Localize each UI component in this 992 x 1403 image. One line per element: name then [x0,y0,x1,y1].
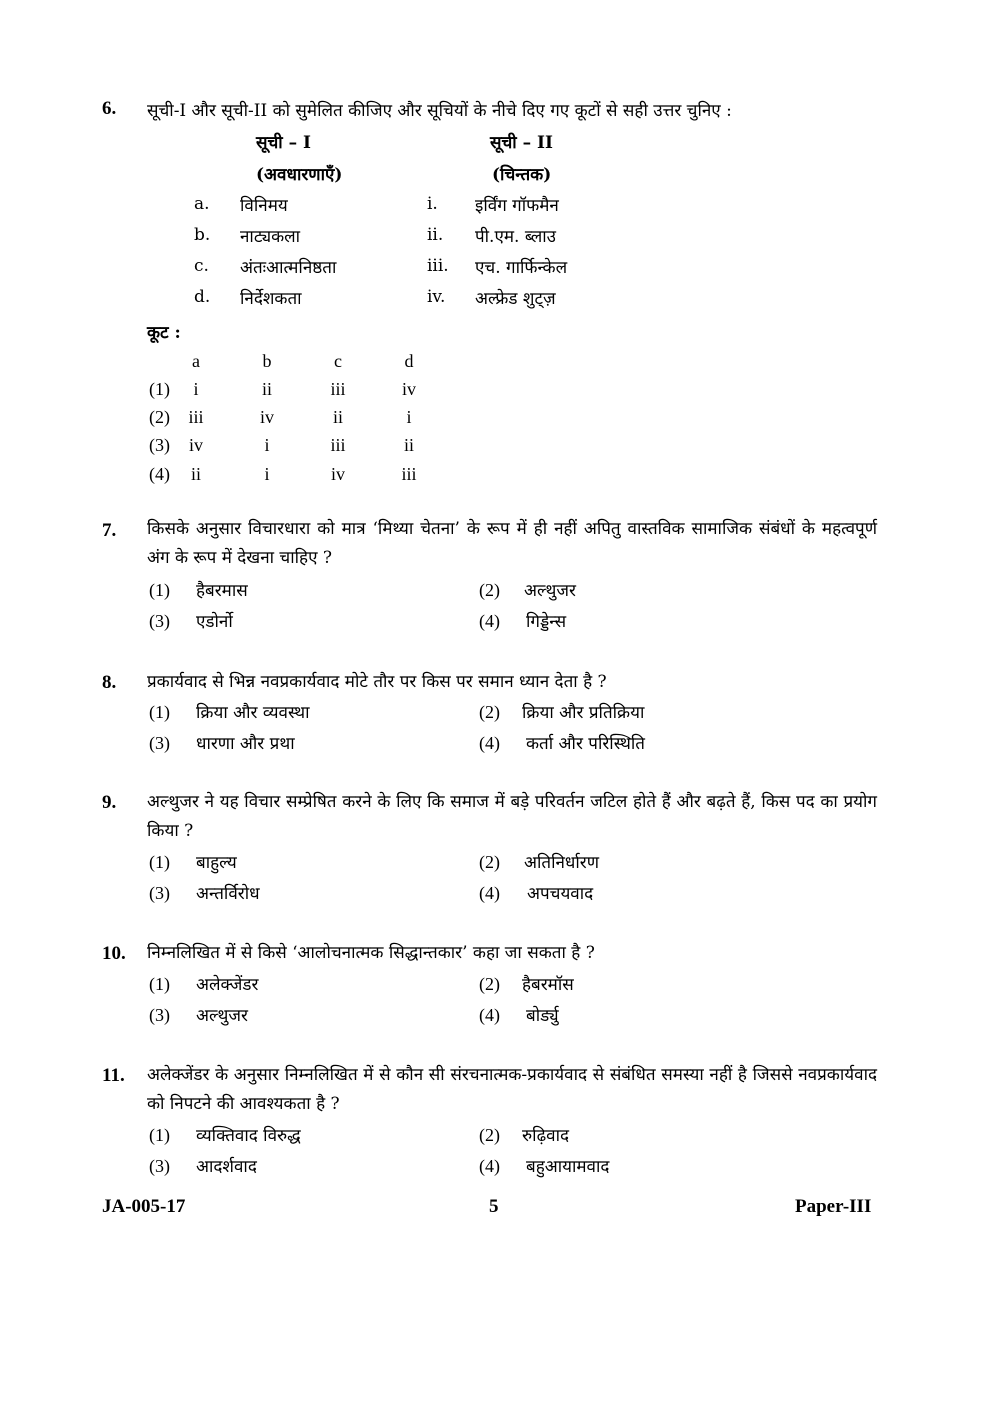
exam-code: JA-005-17 [102,1196,186,1217]
code-header: b [262,351,272,371]
code-cell: iii [330,435,346,455]
list2-item: अल्फ्रेड शुट्ज़ [475,289,556,309]
code-label: कूट : [147,323,181,343]
list1-title: सूची – I [256,133,311,153]
question-text: किसके अनुसार विचारधारा को मात्र ‘मिथ्या चेतना’ के रूप में ही नहीं अपितु वास्तविक सामाजिक संबंधों के महत्वपूर्ण अंग के रूप में देखना चाहिए ? [147,519,877,568]
option-text: गिड्डेन्स [526,612,567,632]
code-cell: ii [190,464,201,484]
code-cell: i [264,435,270,455]
list2-subtitle: (चिन्तक) [492,165,552,185]
option-text: धारणा और प्रथा [196,734,295,754]
code-cell: ii [403,435,414,455]
question-text: अलेक्जेंडर के अनुसार निम्नलिखित में से कौन सी संरचनात्मक-प्रकार्यवाद से संबंधित समस्या नहीं है जिससे नवप्रकार्यवाद को निपटने की आवश्यकता है ? [147,1065,877,1114]
option-text: बहुआयामवाद [526,1157,610,1177]
list1-letter: d. [194,287,211,307]
code-cell: i [264,464,270,484]
option-number: (4) [479,1156,500,1176]
question-text: सूची-I और सूची-II को सुमेलित कीजिए और सूचियों के नीचे दिए गए कूटों से सही उत्तर चुनिए : [147,101,732,121]
code-cell: i [406,407,412,427]
option-number: (2) [479,580,500,600]
list2-title: सूची – II [490,133,553,153]
option-number: (4) [479,611,500,631]
option-number: (4) [479,733,500,753]
option-text: रुढ़िवाद [522,1126,570,1146]
option-text: अपचयवाद [527,884,594,904]
question-number: 10. [102,943,126,964]
code-cell: iv [259,407,274,427]
code-header: c [334,351,342,371]
option-number: (4) [479,883,500,903]
code-header: a [192,351,200,371]
option-number: (2) [479,1125,500,1145]
option-number: (1) [149,852,170,872]
list1-item: नाट्यकला [240,227,301,247]
code-option-number: (4) [149,464,170,484]
list1-subtitle: (अवधारणाएँ) [256,165,343,185]
option-text: कर्ता और परिस्थिति [526,734,645,754]
option-number: (3) [149,1156,170,1176]
option-number: (3) [149,611,170,631]
list1-letter: b. [194,225,211,245]
option-text: एडोर्नो [196,612,233,632]
code-option-number: (2) [149,407,170,427]
list2-item: एच. गार्फिन्केल [475,258,568,278]
page-number: 5 [489,1196,499,1217]
list1-letter: c. [194,256,209,276]
question-number: 6. [102,98,117,119]
option-number: (1) [149,702,170,722]
list1-letter: a. [194,194,210,214]
option-text: अन्तर्विरोध [196,884,260,904]
code-cell: ii [332,407,343,427]
code-cell: iii [401,464,417,484]
option-text: आदर्शवाद [196,1157,257,1177]
list2-item: पी.एम. ब्लाउ [475,227,556,247]
option-text: क्रिया और प्रतिक्रिया [522,703,645,723]
list1-item: विनिमय [240,196,288,216]
question-text: अल्थुजर ने यह विचार सम्प्रेषित करने के लिए कि समाज में बड़े परिवर्तन जटिल होते हैं और बढ़ते हैं, किस पद का प्रयोग किया ? [147,792,877,841]
list1-item: अंतःआत्मनिष्ठता [240,258,337,278]
option-text: बाहुल्य [196,853,237,873]
option-number: (3) [149,733,170,753]
code-header: d [404,351,414,371]
code-cell: iii [188,407,204,427]
option-text: अल्थुजर [196,1006,248,1026]
list2-numeral: ii. [427,225,444,245]
option-text: व्यक्तिवाद विरुद्ध [196,1126,301,1146]
code-option-number: (1) [149,379,170,399]
code-cell: iv [330,464,345,484]
code-cell: iv [401,379,416,399]
list2-numeral: iii. [427,256,449,276]
question-number: 11. [102,1065,125,1086]
code-cell: iii [330,379,346,399]
option-text: हैबरमास [196,581,248,601]
list2-numeral: iv. [427,287,446,307]
option-number: (3) [149,883,170,903]
question-number: 9. [102,792,117,813]
code-cell: iv [188,435,203,455]
option-number: (2) [479,852,500,872]
code-cell: ii [261,379,272,399]
paper-label: Paper-III [795,1196,872,1217]
question-text: निम्नलिखित में से किसे ‘आलोचनात्मक सिद्धान्तकार’ कहा जा सकता है ? [147,943,595,963]
option-text: अल्थुजर [524,581,576,601]
option-text: अतिनिर्धारण [524,853,600,873]
option-number: (1) [149,580,170,600]
question-number: 7. [102,520,117,541]
code-option-number: (3) [149,435,170,455]
question-text: प्रकार्यवाद से भिन्न नवप्रकार्यवाद मोटे तौर पर किस पर समान ध्यान देता है ? [147,672,607,692]
option-text: क्रिया और व्यवस्था [196,703,310,723]
option-number: (1) [149,1125,170,1145]
option-text: बोर्ड्यु [526,1006,559,1026]
option-number: (2) [479,702,500,722]
option-number: (4) [479,1005,500,1025]
list1-item: निर्देशकता [240,289,302,309]
option-number: (1) [149,974,170,994]
list2-item: इर्विंग गॉफमैन [475,196,559,216]
option-text: अलेक्जेंडर [196,975,259,995]
option-number: (2) [479,974,500,994]
code-cell: i [193,379,199,399]
question-number: 8. [102,672,117,693]
list2-numeral: i. [427,194,438,214]
option-text: हैबरमॉस [522,975,574,995]
option-number: (3) [149,1005,170,1025]
